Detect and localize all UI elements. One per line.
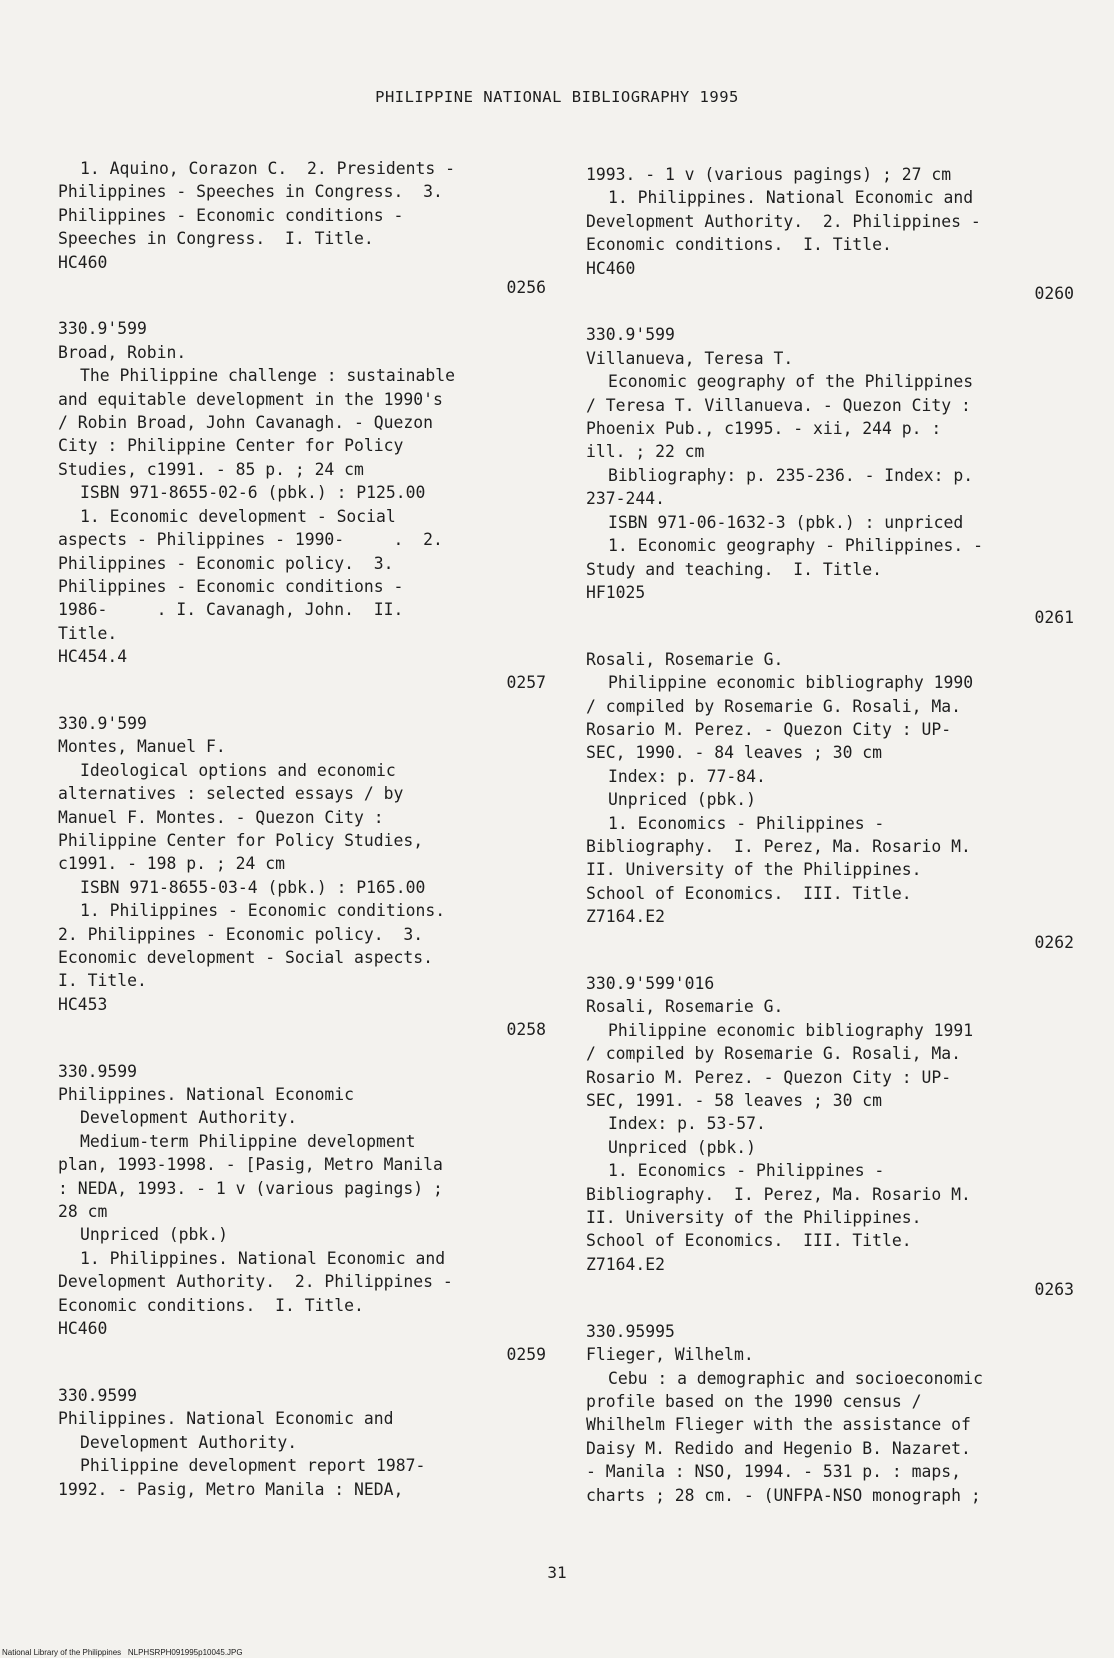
entry-line: The Philippine challenge : sustainable (80, 366, 455, 386)
entry-line: Medium-term Philippine development (80, 1131, 416, 1151)
entry-line: ill. ; 22 cm (586, 442, 705, 462)
entry-line: Economic conditions. I. Title. (586, 235, 892, 255)
entry-line: 330.9'599 (58, 319, 147, 339)
entry-line: / compiled by Rosemarie G. Rosali, Ma. (586, 696, 961, 716)
entry-line: HC454.4 (58, 647, 128, 667)
entry-line: : NEDA, 1993. - 1 v (various pagings) ; (58, 1178, 443, 1198)
entry-line: and equitable development in the 1990's (58, 389, 443, 409)
entry-line: 1986- . I. Cavanagh, John. II. (58, 600, 404, 620)
entry-line: Rosario M. Perez. - Quezon City : UP- (586, 1067, 952, 1087)
entry-line: Montes, Manuel F. (58, 737, 226, 757)
entry-line: 1. Economic development - Social (80, 506, 396, 526)
entry-line: Philippines - Economic policy. 3. (58, 553, 394, 573)
entry-line: Villanueva, Teresa T. (586, 348, 794, 368)
entry-line: I. Title. (58, 971, 147, 991)
entry-line: Philippine development report 1987- (80, 1456, 426, 1476)
entry-number: 0256 (506, 278, 546, 298)
entry-line: Economic development - Social aspects. (58, 948, 433, 967)
entry-line: ISBN 971-06-1632-3 (pbk.) : unpriced (608, 512, 964, 532)
entry-line: 1. Aquino, Corazon C. 2. Presidents - (80, 159, 455, 178)
entry-line: Development Authority. 2. Philippines - (58, 1272, 453, 1292)
entry-line: Economic geography of the Philippines (608, 372, 974, 392)
entry-line: Bibliography. I. Perez, Ma. Rosario M. (586, 1184, 971, 1204)
entry-line: Philippine Center for Policy Studies, (58, 830, 424, 850)
entry-line: 1. Economics - Philippines - (608, 813, 885, 833)
entry-line: 2. Philippines - Economic policy. 3. (58, 924, 424, 944)
entry-line: City : Philippine Center for Policy (58, 436, 404, 456)
entry-line: 330.95995 (586, 1321, 675, 1341)
entry-line: Development Authority. 2. Philippines - (586, 211, 981, 231)
entry-line: Index: p. 77-84. (608, 766, 766, 786)
entry-line: HC453 (58, 994, 108, 1014)
entry-line: Manuel F. Montes. - Quezon City : (58, 807, 384, 827)
bibliography-entry (586, 972, 1074, 1302)
entry-line: Development Authority. (80, 1108, 298, 1128)
page-header: PHILIPPINE NATIONAL BIBLIOGRAPHY 1995 (375, 88, 739, 106)
entry-line: Philippines - Economic conditions - (58, 576, 404, 596)
entry-line: Index: p. 53-57. (608, 1114, 766, 1134)
entry-line: 1993. - 1 v (various pagings) ; 27 cm (586, 165, 952, 184)
entry-line: Development Authority. (80, 1432, 298, 1452)
page-number: 31 (547, 1563, 567, 1582)
bibliography-entry (58, 157, 546, 299)
entry-line: ISBN 971-8655-02-6 (pbk.) : P125.00 (80, 483, 426, 503)
entry-line: Speeches in Congress. I. Title. (58, 229, 374, 249)
bibliography-entry (58, 1060, 546, 1366)
entry-line: Unpriced (pbk.) (80, 1225, 229, 1245)
entry-line: 330.9'599 (586, 325, 675, 345)
entry-line: c1991. - 198 p. ; 24 cm (58, 854, 285, 874)
entry-line: 28 cm (58, 1202, 108, 1222)
entry-line: Cebu : a demographic and socioeconomic (608, 1368, 983, 1388)
entry-line: Philippine economic bibliography 1990 (608, 673, 974, 693)
entry-line: Bibliography. I. Perez, Ma. Rosario M. (586, 836, 971, 856)
entry-line: profile based on the 1990 census / (586, 1391, 922, 1411)
entry-line: / Teresa T. Villanueva. - Quezon City : (586, 395, 971, 415)
entry-line: ISBN 971-8655-03-4 (pbk.) : P165.00 (80, 877, 426, 897)
entry-line: SEC, 1990. - 84 leaves ; 30 cm (586, 743, 883, 763)
entry-line: 330.9'599 (58, 713, 147, 733)
entry-line: Whilhelm Flieger with the assistance of (586, 1415, 971, 1435)
entry-line: 1. Philippines. National Economic and (80, 1248, 446, 1268)
entry-line: Economic conditions. I. Title. (58, 1295, 364, 1315)
entry-line: II. University of the Philippines. (586, 1208, 922, 1228)
entry-line: Rosali, Rosemarie G. (586, 997, 784, 1017)
entry-line: 1. Philippines. National Economic and (608, 188, 974, 208)
entry-line: II. University of the Philippines. (586, 860, 922, 880)
bibliography-entry (586, 1320, 1074, 1507)
entry-line: Philippines. National Economic and (58, 1409, 394, 1429)
entry-line: Daisy M. Redido and Hegenio B. Nazaret. (586, 1438, 971, 1458)
entry-line: HF1025 (586, 582, 646, 602)
entry-number: 0261 (1034, 608, 1074, 628)
entry-line: Philippines - Speeches in Congress. 3. (58, 182, 443, 202)
entry-line: 237-244. (586, 489, 665, 509)
entry-line: Phoenix Pub., c1995. - xii, 244 p. : (586, 419, 942, 439)
entry-line: 330.9599 (58, 1385, 137, 1405)
entry-line: Unpriced (pbk.) (608, 1137, 757, 1157)
entry-line: / compiled by Rosemarie G. Rosali, Ma. (586, 1044, 961, 1064)
entry-line: Philippines. National Economic (58, 1085, 355, 1105)
entry-line: Title. (58, 623, 118, 643)
entry-line: School of Economics. III. Title. (586, 883, 912, 903)
entry-line: Unpriced (pbk.) (608, 790, 757, 810)
entry-line: plan, 1993-1998. - [Pasig, Metro Manila (58, 1155, 443, 1175)
entry-line: HC460 (58, 252, 108, 272)
entry-line: Z7164.E2 (586, 1254, 665, 1274)
entry-line: alternatives : selected essays / by (58, 784, 404, 804)
entry-line: Broad, Robin. (58, 342, 187, 362)
bibliography-entry (586, 323, 1074, 629)
entry-line: Philippines - Economic conditions - (58, 205, 404, 225)
entry-number: 0258 (506, 1020, 546, 1040)
entry-line: Studies, c1991. - 85 p. ; 24 cm (58, 459, 364, 479)
entry-line: 1. Economics - Philippines - (608, 1161, 885, 1181)
entry-line: School of Economics. III. Title. (586, 1231, 912, 1251)
entry-line: aspects - Philippines - 1990- . 2. (58, 530, 443, 550)
entry-line: SEC, 1991. - 58 leaves ; 30 cm (586, 1091, 883, 1111)
entry-line: 1. Philippines - Economic conditions. (80, 901, 446, 921)
right-column (586, 163, 1074, 1525)
entry-number: 0259 (506, 1344, 546, 1364)
entry-line: Study and teaching. I. Title. (586, 559, 883, 579)
bibliography-entry (586, 648, 1074, 954)
entry-line: 330.9'599'016 (586, 974, 715, 993)
entry-line: Ideological options and economic (80, 760, 396, 780)
footer-institution: National Library of the Philippines (2, 1648, 122, 1657)
entry-number: 0263 (1034, 1280, 1074, 1300)
entry-line: HC460 (586, 258, 636, 278)
entry-line: Philippine economic bibliography 1991 (608, 1020, 974, 1040)
bibliography-entry (58, 712, 546, 1042)
entry-line: Z7164.E2 (586, 907, 665, 927)
entry-line: / Robin Broad, John Cavanagh. - Quezon (58, 413, 433, 433)
left-column (58, 157, 546, 1519)
bibliography-entry (58, 1384, 546, 1501)
entry-line: 1. Economic geography - Philippines. - (608, 536, 983, 556)
footer-file-id: NLPHSRPH091995p10045.JPG (127, 1648, 243, 1657)
entry-line: Rosario M. Perez. - Quezon City : UP- (586, 719, 952, 739)
entry-number: 0262 (1034, 932, 1074, 952)
bibliography-entry (586, 163, 1074, 305)
entry-line: HC460 (58, 1319, 108, 1339)
entry-line: - Manila : NSO, 1994. - 531 p. : maps, (586, 1462, 961, 1482)
entry-line: 1992. - Pasig, Metro Manila : NEDA, (58, 1479, 404, 1499)
bibliography-entry (58, 317, 546, 694)
entry-line: charts ; 28 cm. - (UNFPA-NSO monograph ; (586, 1485, 981, 1505)
entry-line: Bibliography: p. 235-236. - Index: p. (608, 465, 974, 485)
scan-footer (2, 1648, 243, 1657)
entry-line: Rosali, Rosemarie G. (586, 649, 784, 669)
entry-number: 0257 (506, 672, 546, 692)
entry-number: 0260 (1034, 284, 1074, 304)
entry-line: 330.9599 (58, 1061, 137, 1081)
entry-line: Flieger, Wilhelm. (586, 1345, 754, 1365)
